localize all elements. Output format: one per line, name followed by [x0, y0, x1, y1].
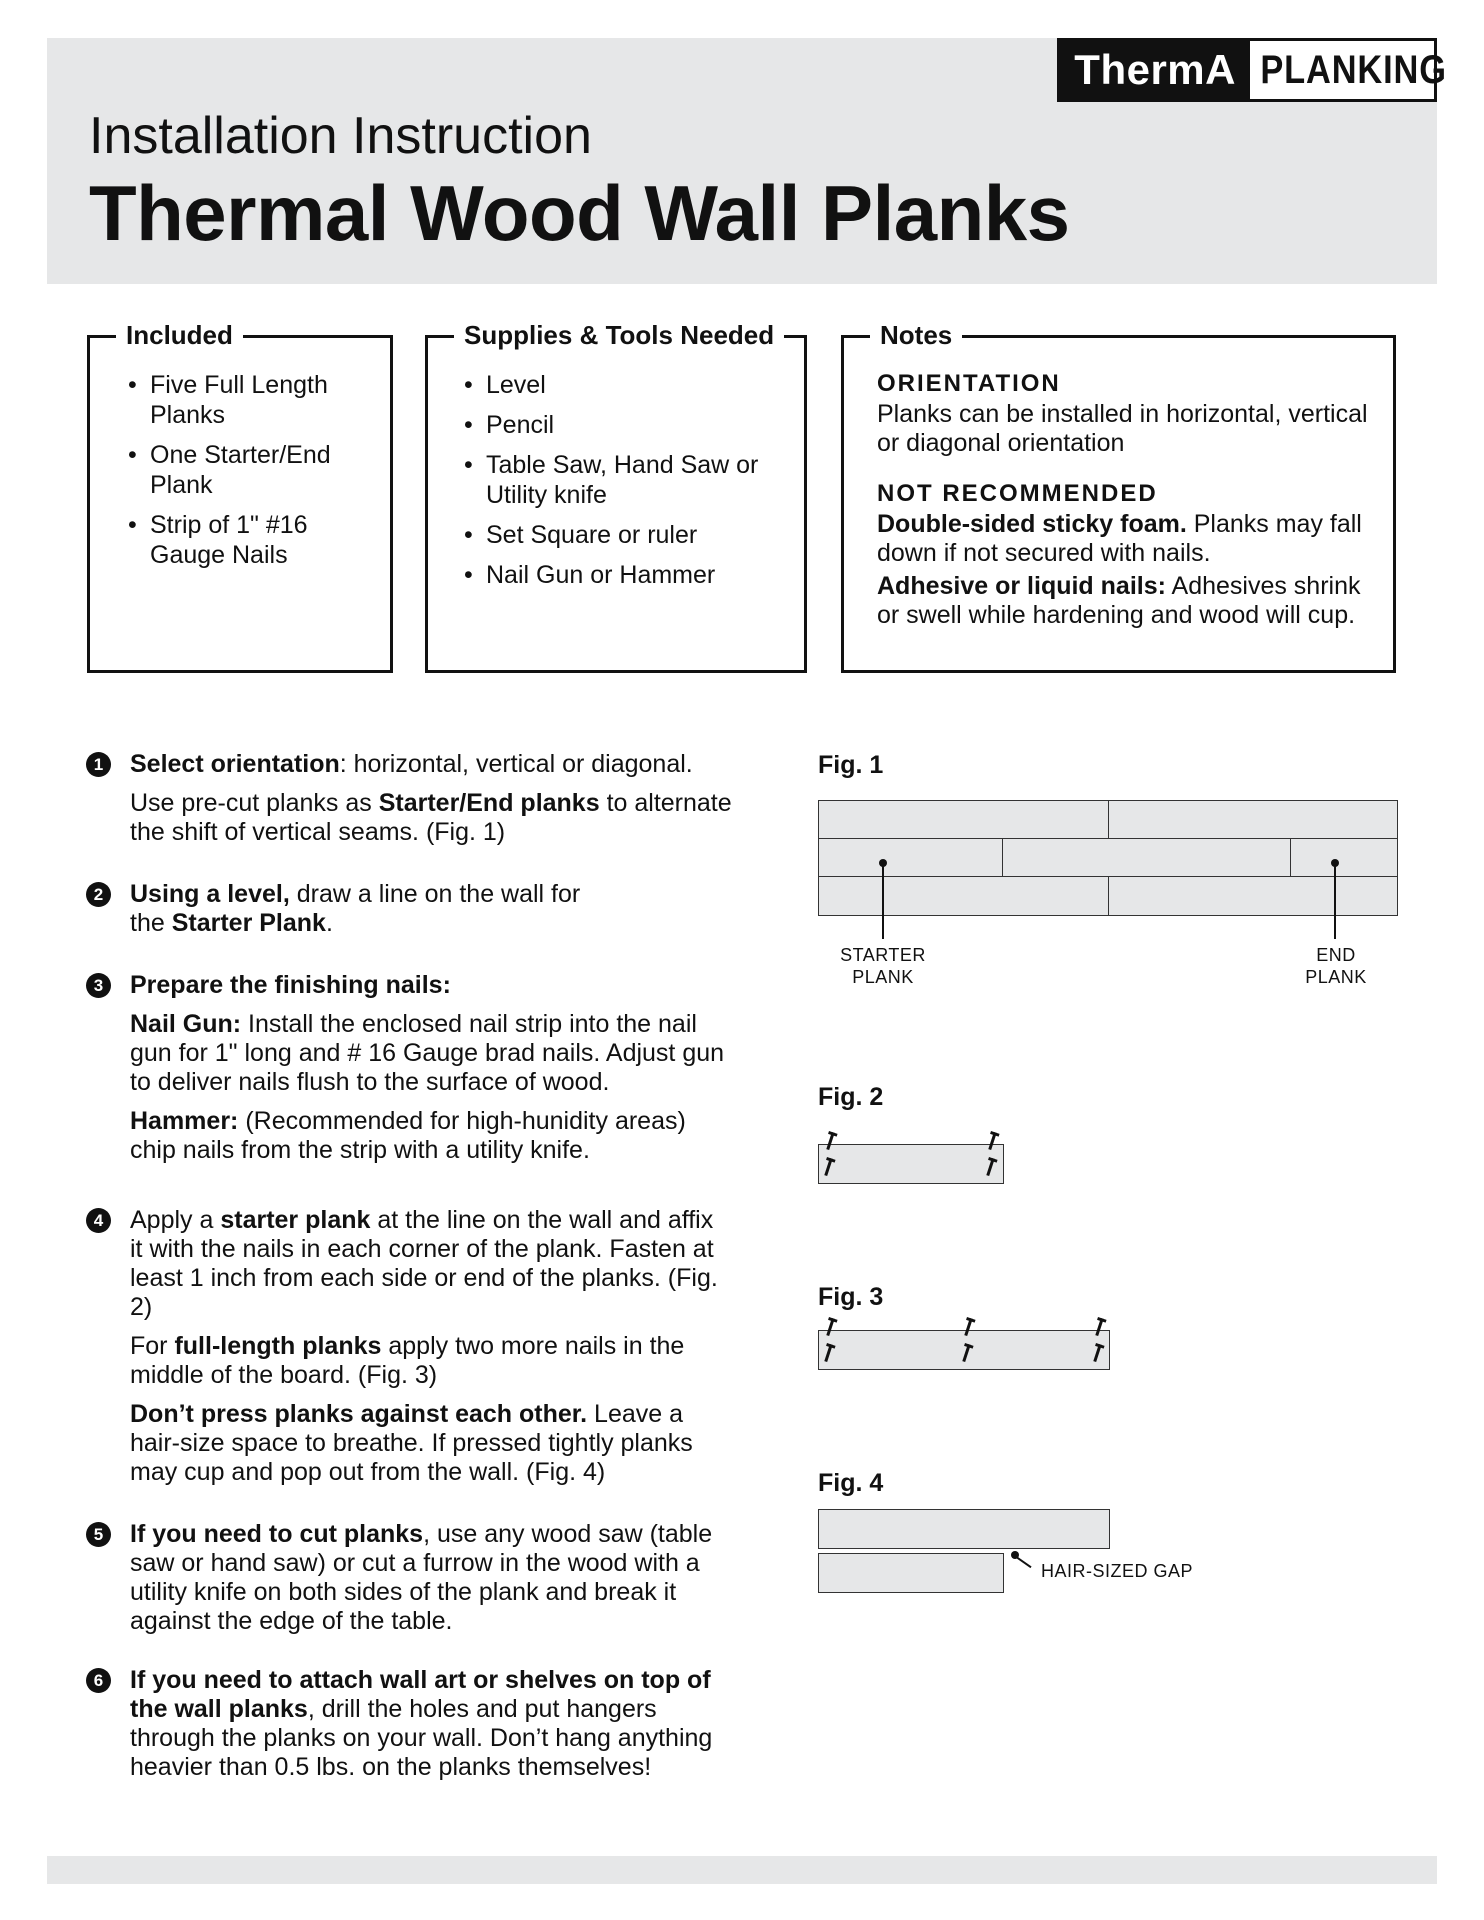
step-number: 2: [86, 882, 111, 907]
step-text-span: (Recommended for high-hunidity areas) chip nails from the strip with a utility knife.: [130, 1107, 686, 1164]
step-text: [130, 1107, 730, 1165]
step-text: [130, 971, 730, 1000]
plank: [818, 800, 1110, 840]
step-text-span: at the line on the wall and affix it with the nails in each corner of the plank. Fasten at least 1 inch from each side or end of the planks. (Fig. 2): [130, 1206, 718, 1321]
plank: [1108, 876, 1398, 916]
step-number: 6: [86, 1668, 111, 1693]
adhesive-note-text: Adhesives shrink or swell while hardening and wood will cup.: [877, 572, 1361, 629]
fig-2-label: Fig. 2: [818, 1083, 884, 1111]
included-box: [87, 320, 393, 673]
list-item: • One Starter/End Plank: [126, 440, 376, 500]
step-text-span: Install the enclosed nail strip into the nail gun for 1" long and # 16 Gauge brad nails. Adjust gun to deliver nails flush to the surface of wood.: [130, 1010, 725, 1096]
step-text: [130, 880, 600, 938]
list-item: • Five Full Length Planks: [126, 370, 376, 430]
fig-1-label: Fig. 1: [818, 751, 884, 779]
step-text-span: draw a line on the wall for the: [130, 880, 581, 937]
plank: [818, 1330, 1110, 1370]
step-text-bold: Select orientation: [130, 750, 340, 778]
step-number: 1: [86, 752, 111, 777]
list-item: • Pencil: [462, 410, 782, 440]
step-text-span: to alternate the shift of vertical seams. (Fig. 1): [130, 789, 732, 846]
plank: [818, 1509, 1110, 1549]
caption-line: STARTER: [840, 945, 926, 965]
end-plank: [1290, 838, 1398, 878]
starter-plank-caption: [833, 944, 933, 988]
step-6: [86, 1666, 746, 1792]
gap-caption: HAIR-SIZED GAP: [1041, 1561, 1194, 1581]
step-text-span: : horizontal, vertical or diagonal.: [339, 750, 693, 778]
orientation-heading: ORIENTATION: [877, 370, 1061, 397]
step-text-span: Apply a: [130, 1206, 221, 1234]
header-band: [47, 38, 1447, 284]
starter-plank: [818, 838, 1004, 878]
foam-note-text: Planks may fall down if not secured with nails.: [877, 510, 1362, 567]
end-plank-caption: [1300, 944, 1372, 988]
starter-pointer-line: [882, 863, 884, 939]
end-pointer-line: [1334, 863, 1336, 939]
caption-line: PLANK: [1305, 967, 1367, 987]
step-5: [86, 1520, 746, 1646]
notes-box: [841, 320, 1396, 673]
step-4: [86, 1206, 746, 1497]
step-text-span: , drill the holes and put hangers through the planks on your wall. Don’t hang anything heavier than 0.5 lbs. on the planks themselves!: [130, 1695, 713, 1781]
step-text-bold: If you need to attach wall art or shelves on top of the wall planks: [130, 1666, 711, 1723]
step-text-bold: starter plank: [220, 1206, 371, 1234]
page-title: Thermal Wood Wall Planks: [89, 169, 1070, 257]
step-number: 4: [86, 1208, 111, 1233]
step-text-bold: If you need to cut planks: [130, 1520, 424, 1548]
step-number: 3: [86, 973, 111, 998]
fig-3-label: Fig. 3: [818, 1283, 884, 1311]
step-text-bold: Starter Plank: [171, 909, 326, 937]
step-text-bold: Don’t press planks against each other.: [130, 1400, 588, 1428]
step-2: [86, 880, 746, 948]
supplies-box: [425, 320, 807, 673]
not-recommended-heading: NOT RECOMMENDED: [877, 480, 1158, 507]
step-text-bold: Prepare the finishing nails:: [130, 971, 451, 999]
caption-line: END: [1316, 945, 1356, 965]
foam-note: [877, 510, 1377, 568]
brand-logo: [1057, 38, 1447, 102]
plank: [818, 1144, 1004, 1184]
caption-line: PLANK: [852, 967, 914, 987]
foam-note-bold: Double-sided sticky foam.: [877, 510, 1187, 538]
list-item: • Table Saw, Hand Saw or Utility knife: [462, 450, 782, 510]
step-1: [86, 750, 746, 857]
gap-pointer-line: [1012, 1554, 1031, 1568]
plank: [1108, 800, 1398, 840]
notes-label: Notes: [870, 320, 962, 351]
step-text-bold: Nail Gun:: [130, 1010, 242, 1038]
step-text-span: , use any wood saw (table saw or hand saw) or cut a furrow in the wood with a utility knife on both sides of the plank and break it against the edge of the table.: [130, 1520, 713, 1635]
brand-logo-therma: ThermA: [1060, 41, 1250, 99]
step-text-bold: full-length planks: [174, 1332, 382, 1360]
step-text-bold: Starter/End planks: [378, 789, 600, 817]
step-3: [86, 971, 746, 1175]
step-text-span: Leave a hair-size space to breathe. If pressed tightly planks may cup and pop out from the wall. (Fig. 4): [130, 1400, 693, 1486]
list-item: • Strip of 1" #16 Gauge Nails: [126, 510, 376, 570]
plank: [1002, 838, 1292, 878]
step-text-bold: Using a level,: [130, 880, 290, 908]
step-text: [130, 1332, 730, 1390]
step-number: 5: [86, 1522, 111, 1547]
included-list: [126, 370, 376, 580]
step-text: [130, 1520, 730, 1636]
step-text-span: Use pre-cut planks as: [130, 789, 379, 817]
orientation-text: Planks can be installed in horizontal, vertical or diagonal orientation: [877, 400, 1368, 457]
step-text-span: .: [325, 909, 333, 937]
plank: [818, 876, 1110, 916]
step-text: [130, 750, 746, 779]
step-text: [130, 1400, 730, 1487]
step-text-bold: Hammer:: [130, 1107, 239, 1135]
step-text-span: For: [130, 1332, 175, 1360]
brand-logo-planking: PLANKING: [1260, 48, 1447, 92]
step-text: [130, 1206, 730, 1322]
list-item: • Set Square or ruler: [462, 520, 782, 550]
supplies-label: Supplies & Tools Needed: [454, 320, 784, 351]
step-text: [130, 1010, 730, 1097]
adhesive-note: [877, 572, 1377, 630]
adhesive-note-bold: Adhesive or liquid nails:: [877, 572, 1166, 600]
step-text-span: apply two more nails in the middle of the board. (Fig. 3): [130, 1332, 685, 1389]
list-item: • Nail Gun or Hammer: [462, 560, 782, 590]
included-label: Included: [116, 320, 243, 351]
supplies-list: [462, 370, 782, 600]
page-subtitle: Installation Instruction: [89, 107, 592, 165]
step-text: [130, 789, 746, 847]
list-item: • Level: [462, 370, 782, 400]
footer-band: [47, 1856, 1437, 1884]
fig-4-label: Fig. 4: [818, 1469, 884, 1497]
step-text: [130, 1666, 742, 1782]
plank: [818, 1553, 1004, 1593]
